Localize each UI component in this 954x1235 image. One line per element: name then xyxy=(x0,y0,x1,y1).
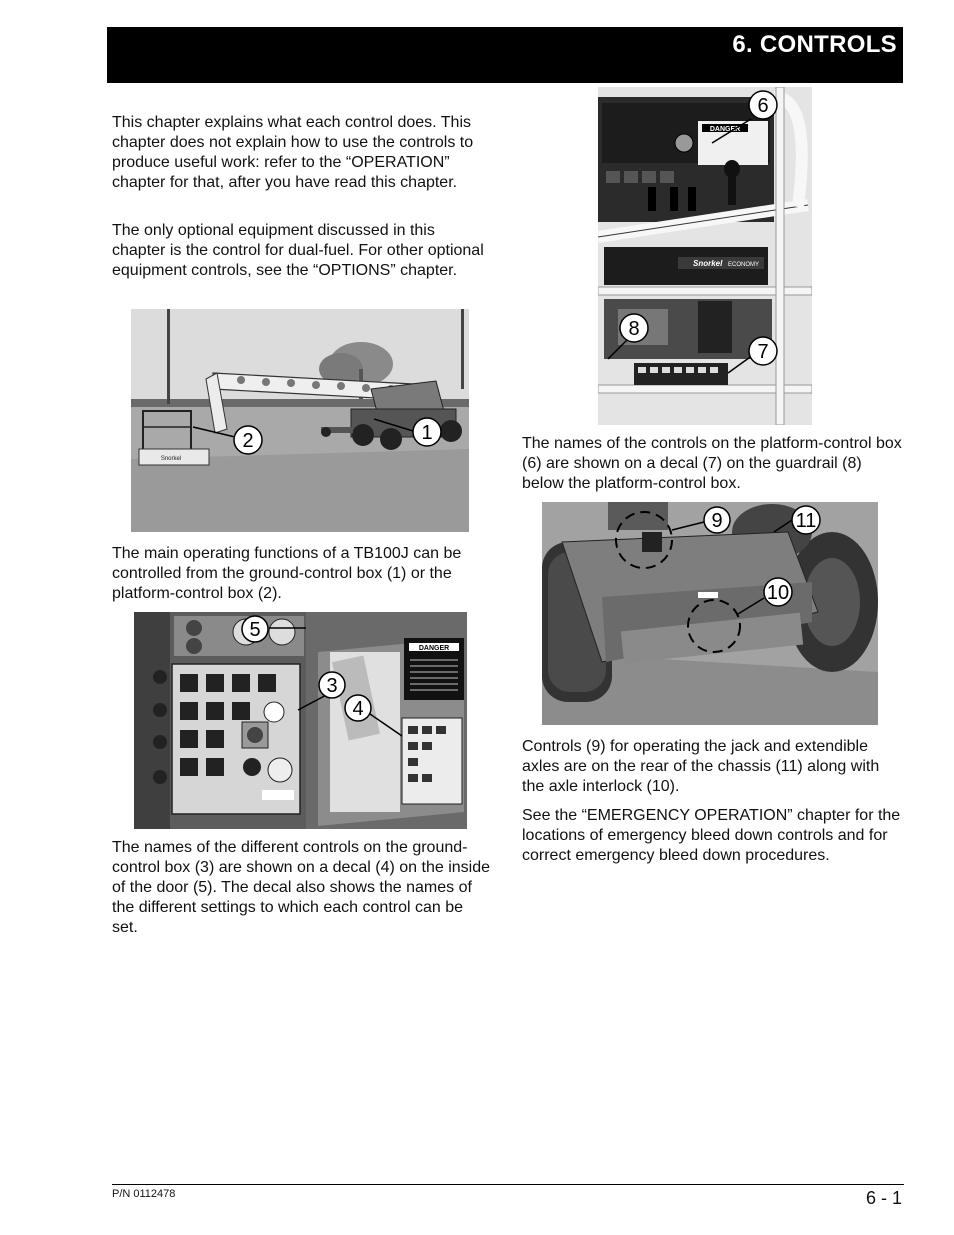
nameplate-economy: ECONOMY xyxy=(728,262,760,268)
platform-decal-paragraph: The names of the controls on the platform-control box (6) are shown on a decal (7) on the guardrail (8) below the platform-control box. xyxy=(522,435,902,492)
callout-1: 1 xyxy=(421,422,433,444)
footer-rule xyxy=(112,1184,904,1185)
ground-decal-paragraph: The names of the different controls on the ground-control box (3) are shown on a decal (4) on the inside of the door (5). The decal also shows the names of the different settings to which each control can be set. xyxy=(112,839,490,936)
nameplate-brand: Snorkel xyxy=(693,259,723,268)
callout-3: 3 xyxy=(326,675,338,697)
machine-overview-photo xyxy=(131,309,469,532)
callout-2: 2 xyxy=(242,430,254,452)
chassis-rear-photo xyxy=(542,502,878,725)
callout-8: 8 xyxy=(628,318,640,340)
callout-5: 5 xyxy=(249,619,261,641)
platform-control-box-photo xyxy=(598,87,812,425)
platform-brand-text: Snorkel xyxy=(160,456,182,462)
callout-9: 9 xyxy=(711,510,723,532)
ground-danger-text: DANGER xyxy=(418,645,450,652)
callout-4: 4 xyxy=(352,698,364,720)
platform-danger-text: DANGER xyxy=(709,126,741,133)
callout-6: 6 xyxy=(757,95,769,117)
jack-controls-paragraph: Controls (9) for operating the jack and extendible axles are on the rear of the chassis (11) along with the axle interlock (10). xyxy=(522,738,880,795)
callout-7: 7 xyxy=(757,341,769,363)
intro-paragraph: This chapter explains what each control does. This chapter does not explain how to use the controls to produce useful work: refer to the “OPERATION” chapter for that, after you have read this chapter. xyxy=(112,114,474,191)
main-functions-paragraph: The main operating functions of a TB100J can be controlled from the ground-control box (1) or the platform-control box (2). xyxy=(112,545,462,602)
page-number: 6 - 1 xyxy=(865,1188,902,1208)
chapter-title: 6. CONTROLS xyxy=(732,31,897,58)
optional-equipment-paragraph: The only optional equipment discussed in this chapter is the control for dual-fuel. For other optional equipment controls, see the “OPTIONS” chapter. xyxy=(112,222,484,279)
emergency-paragraph: See the “EMERGENCY OPERATION” chapter for the locations of emergency bleed down controls and for correct emergency bleed down procedures. xyxy=(522,807,901,864)
callout-10: 10 xyxy=(766,582,790,604)
callout-11: 11 xyxy=(795,510,817,532)
ground-control-box-photo xyxy=(134,612,467,829)
part-number: P/N 0112478 xyxy=(112,1188,176,1200)
chapter-header-bar xyxy=(107,27,903,83)
